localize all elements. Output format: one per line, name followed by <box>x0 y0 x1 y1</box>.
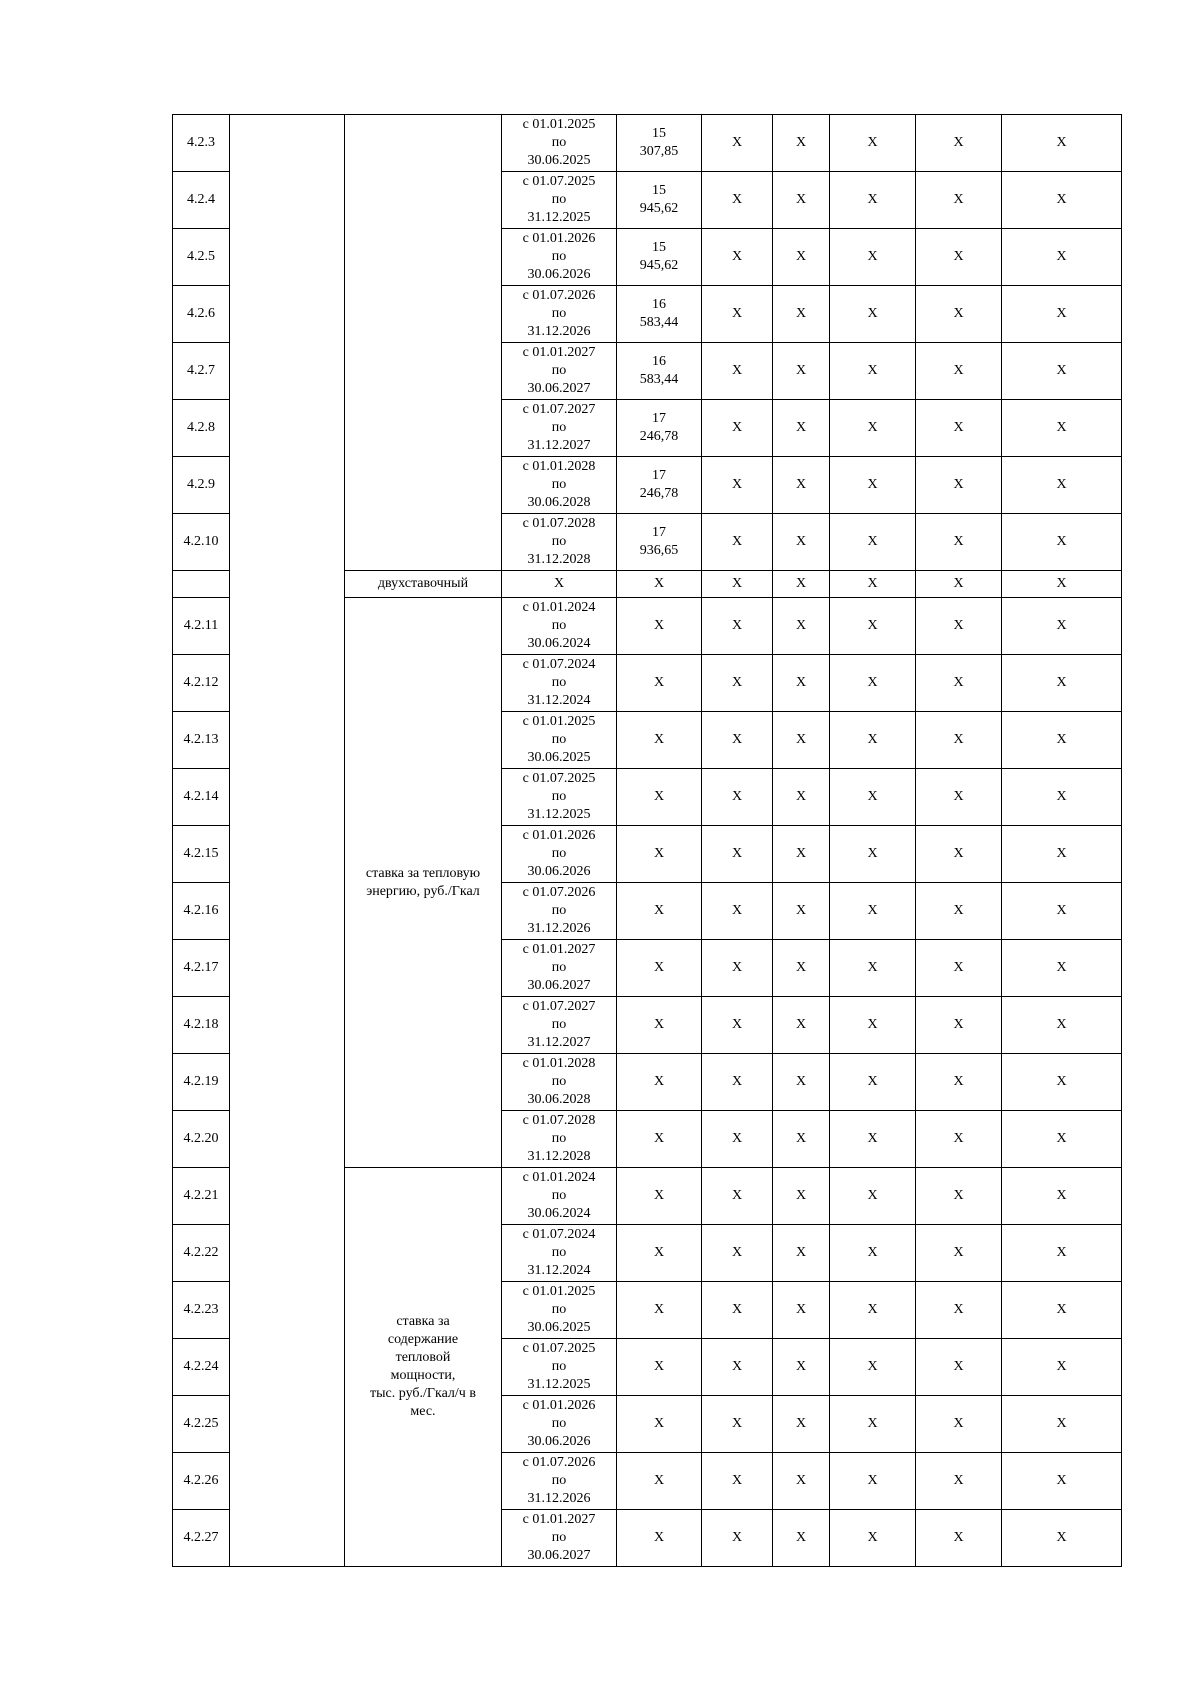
tariff-component-label: двухставочный <box>345 571 502 598</box>
x-mark-cell: Х <box>830 1396 916 1453</box>
x-mark-cell: Х <box>702 1168 773 1225</box>
x-mark-cell: Х <box>773 826 830 883</box>
row-number: 4.2.13 <box>173 712 230 769</box>
x-mark-cell: Х <box>773 514 830 571</box>
tariff-value-cell: Х <box>617 598 702 655</box>
x-mark-cell: Х <box>773 1282 830 1339</box>
x-mark-cell: Х <box>1002 514 1122 571</box>
x-mark-cell: Х <box>773 1168 830 1225</box>
x-mark-cell: Х <box>1002 769 1122 826</box>
row-number: 4.2.23 <box>173 1282 230 1339</box>
x-mark-cell: Х <box>830 286 916 343</box>
x-mark-cell: Х <box>702 1510 773 1567</box>
x-mark-cell: Х <box>830 400 916 457</box>
tariff-value-cell: Х <box>617 571 702 598</box>
row-number: 4.2.7 <box>173 343 230 400</box>
tariff-value-cell: Х <box>617 1225 702 1282</box>
x-mark-cell: Х <box>1002 1339 1122 1396</box>
row-number: 4.2.19 <box>173 1054 230 1111</box>
x-mark-cell: Х <box>1002 655 1122 712</box>
x-mark-cell: Х <box>773 400 830 457</box>
x-mark-cell: Х <box>1002 343 1122 400</box>
x-mark-cell: Х <box>773 1111 830 1168</box>
x-mark-cell: Х <box>1002 1396 1122 1453</box>
row-number: 4.2.8 <box>173 400 230 457</box>
period-cell: с 01.01.2028 по 30.06.2028 <box>502 457 617 514</box>
x-mark-cell: Х <box>702 655 773 712</box>
tariff-value-cell: Х <box>617 1510 702 1567</box>
period-cell: с 01.07.2026 по 31.12.2026 <box>502 883 617 940</box>
row-number: 4.2.6 <box>173 286 230 343</box>
x-mark-cell: Х <box>773 940 830 997</box>
x-mark-cell: Х <box>702 400 773 457</box>
x-mark-cell: Х <box>1002 712 1122 769</box>
x-mark-cell: Х <box>916 514 1002 571</box>
period-cell: с 01.01.2027 по 30.06.2027 <box>502 940 617 997</box>
x-mark-cell: Х <box>773 1510 830 1567</box>
tariff-value-cell: Х <box>617 940 702 997</box>
period-cell: с 01.07.2028 по 31.12.2028 <box>502 1111 617 1168</box>
row-number: 4.2.27 <box>173 1510 230 1567</box>
x-mark-cell: Х <box>1002 229 1122 286</box>
tariff-table <box>172 114 1122 1567</box>
period-cell: с 01.01.2028 по 30.06.2028 <box>502 1054 617 1111</box>
period-cell: с 01.01.2027 по 30.06.2027 <box>502 1510 617 1567</box>
x-mark-cell: Х <box>702 883 773 940</box>
tariff-value-cell: Х <box>617 1168 702 1225</box>
x-mark-cell: Х <box>1002 1054 1122 1111</box>
period-cell: с 01.01.2025 по 30.06.2025 <box>502 712 617 769</box>
x-mark-cell: Х <box>773 883 830 940</box>
x-mark-cell: Х <box>830 712 916 769</box>
row-number: 4.2.17 <box>173 940 230 997</box>
period-cell: с 01.07.2025 по 31.12.2025 <box>502 769 617 826</box>
x-mark-cell: Х <box>1002 1225 1122 1282</box>
x-mark-cell: Х <box>773 286 830 343</box>
tariff-value-cell: 16 583,44 <box>617 343 702 400</box>
period-cell: с 01.07.2024 по 31.12.2024 <box>502 655 617 712</box>
x-mark-cell: Х <box>830 1282 916 1339</box>
x-mark-cell: Х <box>916 229 1002 286</box>
period-cell: с 01.07.2027 по 31.12.2027 <box>502 997 617 1054</box>
x-mark-cell: Х <box>830 997 916 1054</box>
x-mark-cell: Х <box>773 1396 830 1453</box>
row-number: 4.2.25 <box>173 1396 230 1453</box>
row-number: 4.2.22 <box>173 1225 230 1282</box>
x-mark-cell: Х <box>773 712 830 769</box>
tariff-value-cell: Х <box>617 712 702 769</box>
period-cell: Х <box>502 571 617 598</box>
x-mark-cell: Х <box>1002 1453 1122 1510</box>
tariff-value-cell: Х <box>617 883 702 940</box>
x-mark-cell: Х <box>1002 115 1122 172</box>
x-mark-cell: Х <box>773 115 830 172</box>
tariff-value-cell: Х <box>617 1282 702 1339</box>
period-cell: с 01.07.2028 по 31.12.2028 <box>502 514 617 571</box>
x-mark-cell: Х <box>702 712 773 769</box>
x-mark-cell: Х <box>830 1111 916 1168</box>
x-mark-cell: Х <box>916 940 1002 997</box>
x-mark-cell: Х <box>702 343 773 400</box>
x-mark-cell: Х <box>1002 883 1122 940</box>
x-mark-cell: Х <box>916 1168 1002 1225</box>
x-mark-cell: Х <box>702 1282 773 1339</box>
x-mark-cell: Х <box>702 940 773 997</box>
x-mark-cell: Х <box>1002 1168 1122 1225</box>
x-mark-cell: Х <box>702 1453 773 1510</box>
period-cell: с 01.01.2025 по 30.06.2025 <box>502 115 617 172</box>
tariff-value-cell: 17 246,78 <box>617 457 702 514</box>
row-number: 4.2.26 <box>173 1453 230 1510</box>
row-number: 4.2.4 <box>173 172 230 229</box>
period-cell: с 01.01.2026 по 30.06.2026 <box>502 229 617 286</box>
x-mark-cell: Х <box>830 1225 916 1282</box>
x-mark-cell: Х <box>830 655 916 712</box>
x-mark-cell: Х <box>916 1396 1002 1453</box>
tariff-component-label: ставка за тепловую энергию, руб./Гкал <box>345 598 502 1168</box>
row-number <box>173 571 230 598</box>
tariff-value-cell: 16 583,44 <box>617 286 702 343</box>
x-mark-cell: Х <box>773 1339 830 1396</box>
x-mark-cell: Х <box>916 571 1002 598</box>
x-mark-cell: Х <box>1002 598 1122 655</box>
x-mark-cell: Х <box>1002 571 1122 598</box>
x-mark-cell: Х <box>702 1111 773 1168</box>
tariff-value-cell: Х <box>617 1339 702 1396</box>
x-mark-cell: Х <box>702 826 773 883</box>
x-mark-cell: Х <box>830 1339 916 1396</box>
x-mark-cell: Х <box>702 1396 773 1453</box>
tariff-value-cell: Х <box>617 1396 702 1453</box>
table-row <box>173 115 1122 172</box>
x-mark-cell: Х <box>773 343 830 400</box>
x-mark-cell: Х <box>916 1510 1002 1567</box>
x-mark-cell: Х <box>773 997 830 1054</box>
x-mark-cell: Х <box>830 598 916 655</box>
x-mark-cell: Х <box>830 172 916 229</box>
period-cell: с 01.01.2027 по 30.06.2027 <box>502 343 617 400</box>
x-mark-cell: Х <box>1002 997 1122 1054</box>
x-mark-cell: Х <box>773 1453 830 1510</box>
tariff-value-cell: Х <box>617 769 702 826</box>
period-cell: с 01.01.2024 по 30.06.2024 <box>502 1168 617 1225</box>
x-mark-cell: Х <box>916 655 1002 712</box>
period-cell: с 01.01.2026 по 30.06.2026 <box>502 826 617 883</box>
x-mark-cell: Х <box>916 115 1002 172</box>
x-mark-cell: Х <box>916 1453 1002 1510</box>
x-mark-cell: Х <box>830 343 916 400</box>
row-number: 4.2.21 <box>173 1168 230 1225</box>
x-mark-cell: Х <box>830 826 916 883</box>
row-number: 4.2.14 <box>173 769 230 826</box>
x-mark-cell: Х <box>916 826 1002 883</box>
x-mark-cell: Х <box>773 457 830 514</box>
x-mark-cell: Х <box>773 571 830 598</box>
row-number: 4.2.16 <box>173 883 230 940</box>
x-mark-cell: Х <box>916 1339 1002 1396</box>
x-mark-cell: Х <box>916 883 1002 940</box>
tariff-value-cell: 17 246,78 <box>617 400 702 457</box>
row-number: 4.2.5 <box>173 229 230 286</box>
x-mark-cell: Х <box>702 514 773 571</box>
x-mark-cell: Х <box>702 115 773 172</box>
x-mark-cell: Х <box>830 769 916 826</box>
x-mark-cell: Х <box>773 1054 830 1111</box>
x-mark-cell: Х <box>916 1225 1002 1282</box>
x-mark-cell: Х <box>1002 457 1122 514</box>
x-mark-cell: Х <box>702 571 773 598</box>
x-mark-cell: Х <box>830 1054 916 1111</box>
x-mark-cell: Х <box>702 229 773 286</box>
tariff-component-label: ставка за содержание тепловой мощности, тыс. руб./Гкал/ч в мес. <box>345 1168 502 1567</box>
period-cell: с 01.07.2027 по 31.12.2027 <box>502 400 617 457</box>
x-mark-cell: Х <box>916 1282 1002 1339</box>
x-mark-cell: Х <box>916 400 1002 457</box>
x-mark-cell: Х <box>916 286 1002 343</box>
x-mark-cell: Х <box>773 172 830 229</box>
tariff-value-cell: 15 307,85 <box>617 115 702 172</box>
period-cell: с 01.01.2024 по 30.06.2024 <box>502 598 617 655</box>
x-mark-cell: Х <box>1002 172 1122 229</box>
x-mark-cell: Х <box>1002 826 1122 883</box>
x-mark-cell: Х <box>830 1453 916 1510</box>
x-mark-cell: Х <box>830 457 916 514</box>
x-mark-cell: Х <box>830 1510 916 1567</box>
x-mark-cell: Х <box>830 883 916 940</box>
period-cell: с 01.01.2026 по 30.06.2026 <box>502 1396 617 1453</box>
period-cell: с 01.07.2026 по 31.12.2026 <box>502 1453 617 1510</box>
x-mark-cell: Х <box>830 115 916 172</box>
x-mark-cell: Х <box>702 286 773 343</box>
tariff-component-label <box>345 115 502 571</box>
x-mark-cell: Х <box>830 1168 916 1225</box>
period-cell: с 01.07.2025 по 31.12.2025 <box>502 172 617 229</box>
x-mark-cell: Х <box>773 655 830 712</box>
tariff-value-cell: 15 945,62 <box>617 172 702 229</box>
row-number: 4.2.11 <box>173 598 230 655</box>
tariff-value-cell: Х <box>617 1054 702 1111</box>
x-mark-cell: Х <box>916 1111 1002 1168</box>
x-mark-cell: Х <box>702 598 773 655</box>
x-mark-cell: Х <box>916 769 1002 826</box>
row-number: 4.2.12 <box>173 655 230 712</box>
tariff-value-cell: 15 945,62 <box>617 229 702 286</box>
x-mark-cell: Х <box>773 229 830 286</box>
x-mark-cell: Х <box>773 598 830 655</box>
x-mark-cell: Х <box>1002 1282 1122 1339</box>
x-mark-cell: Х <box>830 514 916 571</box>
tariff-value-cell: 17 936,65 <box>617 514 702 571</box>
row-number: 4.2.9 <box>173 457 230 514</box>
period-cell: с 01.07.2024 по 31.12.2024 <box>502 1225 617 1282</box>
x-mark-cell: Х <box>773 1225 830 1282</box>
x-mark-cell: Х <box>830 571 916 598</box>
x-mark-cell: Х <box>916 343 1002 400</box>
x-mark-cell: Х <box>702 172 773 229</box>
tariff-value-cell: Х <box>617 997 702 1054</box>
x-mark-cell: Х <box>773 769 830 826</box>
tariff-value-cell: Х <box>617 655 702 712</box>
x-mark-cell: Х <box>916 457 1002 514</box>
tariff-value-cell: Х <box>617 1111 702 1168</box>
x-mark-cell: Х <box>916 712 1002 769</box>
x-mark-cell: Х <box>830 940 916 997</box>
x-mark-cell: Х <box>916 172 1002 229</box>
row-number: 4.2.10 <box>173 514 230 571</box>
row-number: 4.2.15 <box>173 826 230 883</box>
row-number: 4.2.3 <box>173 115 230 172</box>
x-mark-cell: Х <box>1002 400 1122 457</box>
period-cell: с 01.01.2025 по 30.06.2025 <box>502 1282 617 1339</box>
row-number: 4.2.18 <box>173 997 230 1054</box>
period-cell: с 01.07.2025 по 31.12.2025 <box>502 1339 617 1396</box>
tariff-value-cell: Х <box>617 826 702 883</box>
period-cell: с 01.07.2026 по 31.12.2026 <box>502 286 617 343</box>
tariff-value-cell: Х <box>617 1453 702 1510</box>
x-mark-cell: Х <box>916 1054 1002 1111</box>
x-mark-cell: Х <box>702 1339 773 1396</box>
empty-merged-cell <box>230 115 345 1567</box>
row-number: 4.2.20 <box>173 1111 230 1168</box>
x-mark-cell: Х <box>702 1054 773 1111</box>
x-mark-cell: Х <box>830 229 916 286</box>
x-mark-cell: Х <box>702 457 773 514</box>
x-mark-cell: Х <box>702 997 773 1054</box>
x-mark-cell: Х <box>1002 940 1122 997</box>
x-mark-cell: Х <box>1002 1111 1122 1168</box>
x-mark-cell: Х <box>916 598 1002 655</box>
table-body <box>173 115 1122 1567</box>
x-mark-cell: Х <box>1002 1510 1122 1567</box>
row-number: 4.2.24 <box>173 1339 230 1396</box>
x-mark-cell: Х <box>702 1225 773 1282</box>
x-mark-cell: Х <box>702 769 773 826</box>
x-mark-cell: Х <box>916 997 1002 1054</box>
x-mark-cell: Х <box>1002 286 1122 343</box>
